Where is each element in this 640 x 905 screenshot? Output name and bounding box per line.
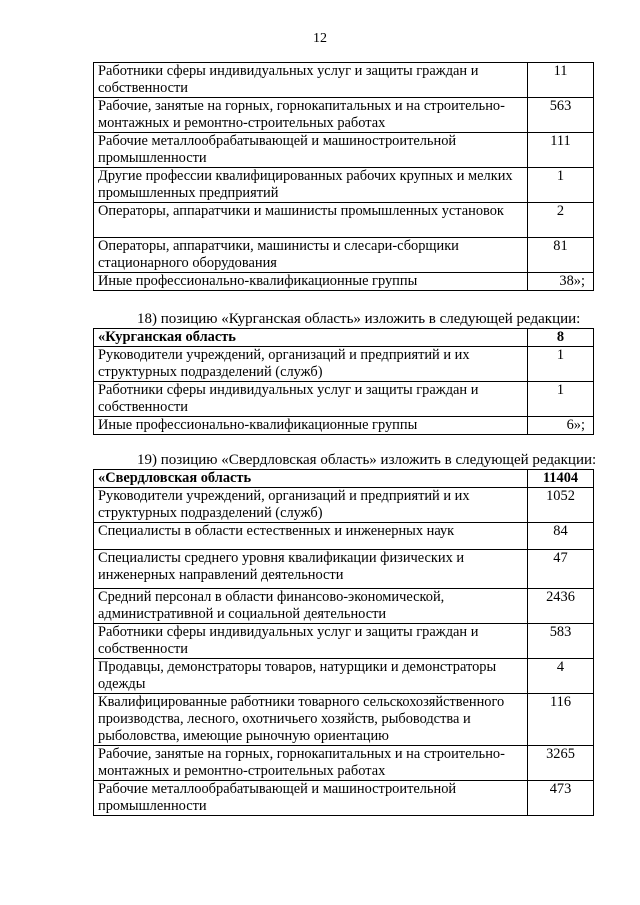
table-row bbox=[94, 273, 594, 291]
table-row bbox=[94, 238, 594, 273]
table-row bbox=[94, 589, 594, 624]
region-total: 11404 bbox=[528, 470, 594, 488]
row-value: 1 bbox=[528, 347, 594, 382]
row-label: Рабочие металлообрабатывающей и машиностроительной промышленности bbox=[94, 133, 528, 168]
table-header-row bbox=[94, 329, 594, 347]
table-row bbox=[94, 781, 594, 816]
table-row bbox=[94, 382, 594, 417]
row-label: Специалисты среднего уровня квалификации физических и инженерных направлений деятельности bbox=[94, 550, 528, 589]
row-value: 38»; bbox=[528, 273, 594, 291]
table-row bbox=[94, 203, 594, 238]
row-label: Работники сферы индивидуальных услуг и защиты граждан и собственности bbox=[94, 63, 528, 98]
row-value: 3265 bbox=[528, 746, 594, 781]
row-value: 47 bbox=[528, 550, 594, 589]
table-row bbox=[94, 63, 594, 98]
row-value: 11 bbox=[528, 63, 594, 98]
table-row bbox=[94, 168, 594, 203]
row-value: 1052 bbox=[528, 488, 594, 523]
table-row bbox=[94, 347, 594, 382]
row-value: 6»; bbox=[528, 417, 594, 435]
table-row bbox=[94, 488, 594, 523]
row-value: 583 bbox=[528, 624, 594, 659]
table-row bbox=[94, 98, 594, 133]
row-value: 473 bbox=[528, 781, 594, 816]
row-label: Работники сферы индивидуальных услуг и защиты граждан и собственности bbox=[94, 624, 528, 659]
row-label: Специалисты в области естественных и инженерных наук bbox=[94, 523, 528, 550]
table-row bbox=[94, 659, 594, 694]
row-value: 2 bbox=[528, 203, 594, 238]
row-value: 116 bbox=[528, 694, 594, 746]
row-label: Операторы, аппаратчики, машинисты и слесари-сборщики стационарного оборудования bbox=[94, 238, 528, 273]
row-value: 81 bbox=[528, 238, 594, 273]
row-label: Продавцы, демонстраторы товаров, натурщики и демонстраторы одежды bbox=[94, 659, 528, 694]
row-label: Средний персонал в области финансово-экономической, административной и социальной деятельности bbox=[94, 589, 528, 624]
table-row bbox=[94, 417, 594, 435]
row-value: 4 bbox=[528, 659, 594, 694]
row-label: Рабочие, занятые на горных, горнокапитальных и на строительно-монтажных и ремонтно-строительных работах bbox=[94, 746, 528, 781]
row-value: 1 bbox=[528, 168, 594, 203]
row-label: Другие профессии квалифицированных рабочих крупных и мелких промышленных предприятий bbox=[94, 168, 528, 203]
table-previous-region bbox=[93, 62, 594, 291]
table-row bbox=[94, 133, 594, 168]
row-value: 1 bbox=[528, 382, 594, 417]
region-name: «Курганская область bbox=[94, 329, 528, 347]
table-row bbox=[94, 746, 594, 781]
item-18-intro: 18) позицию «Курганская область» изложить в следующей редакции: bbox=[137, 311, 581, 327]
row-label: Иные профессионально-квалификационные группы bbox=[94, 273, 528, 291]
table-header-row bbox=[94, 470, 594, 488]
table-row bbox=[94, 694, 594, 746]
table-sverdlovsk-region bbox=[93, 469, 594, 816]
row-label: Рабочие металлообрабатывающей и машиностроительной промышленности bbox=[94, 781, 528, 816]
row-label: Рабочие, занятые на горных, горнокапитальных и на строительно-монтажных и ремонтно-строительных работах bbox=[94, 98, 528, 133]
table-row bbox=[94, 523, 594, 550]
row-label: Операторы, аппаратчики и машинисты промышленных установок bbox=[94, 203, 528, 238]
row-value: 111 bbox=[528, 133, 594, 168]
row-value: 563 bbox=[528, 98, 594, 133]
table-row bbox=[94, 550, 594, 589]
row-label: Квалифицированные работники товарного сельскохозяйственного производства, лесного, охотничьего хозяйств, рыбоводства и рыболовства, имеющие рыночную ориентацию bbox=[94, 694, 528, 746]
row-label: Руководители учреждений, организаций и предприятий и их структурных подразделений (служб) bbox=[94, 347, 528, 382]
row-label: Иные профессионально-квалификационные группы bbox=[94, 417, 528, 435]
row-value: 2436 bbox=[528, 589, 594, 624]
page-number: 12 bbox=[313, 31, 327, 46]
item-19-intro: 19) позицию «Свердловская область» изложить в следующей редакции: bbox=[137, 452, 597, 468]
row-label: Работники сферы индивидуальных услуг и защиты граждан и собственности bbox=[94, 382, 528, 417]
table-row bbox=[94, 624, 594, 659]
row-label: Руководители учреждений, организаций и предприятий и их структурных подразделений (служб) bbox=[94, 488, 528, 523]
region-name: «Свердловская область bbox=[94, 470, 528, 488]
region-total: 8 bbox=[528, 329, 594, 347]
table-kurgan-region bbox=[93, 328, 594, 435]
row-value: 84 bbox=[528, 523, 594, 550]
